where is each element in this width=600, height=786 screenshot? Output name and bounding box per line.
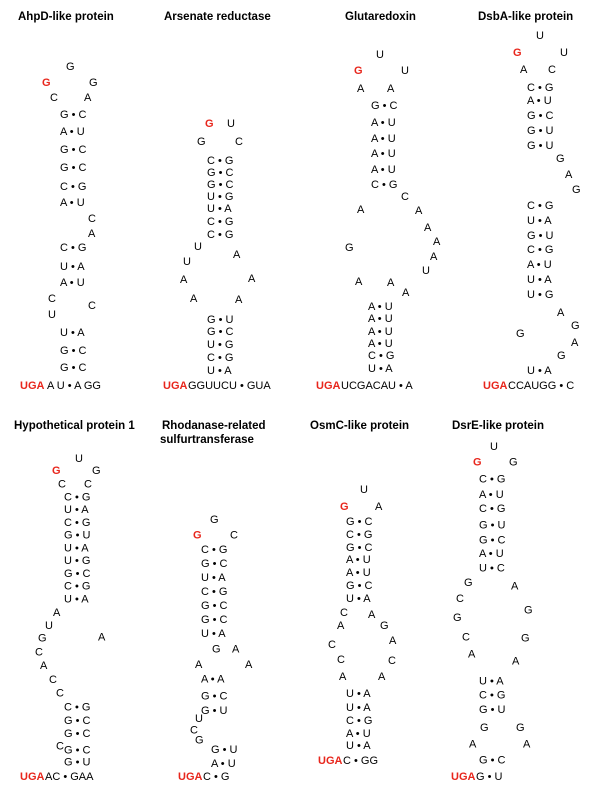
- nucleotide-label: A: [557, 307, 565, 319]
- nucleotide-label: A: [469, 738, 477, 751]
- nucleotide-label: G: [38, 632, 47, 645]
- nucleotide-label: A • U: [60, 197, 85, 209]
- nucleotide-label: C: [340, 607, 348, 619]
- nucleotide-label: A • U: [60, 277, 85, 289]
- nucleotide-label: U • A: [207, 365, 232, 377]
- nucleotide-label: G: [345, 242, 354, 254]
- panel-title-arsenate-reductase: Arsenate reductase: [164, 11, 271, 23]
- highlighted-nucleotide: UGA: [163, 380, 188, 392]
- nucleotide-label: A: [98, 631, 106, 644]
- nucleotide-label: A: [245, 658, 253, 671]
- nucleotide-label: A • U: [368, 313, 393, 325]
- nucleotide-label: G • C: [64, 744, 91, 757]
- nucleotide-label: A • U: [371, 164, 396, 176]
- nucleotide-label: A: [357, 83, 365, 95]
- nucleotide-label: G • C: [60, 109, 87, 121]
- nucleotide-label: A: [180, 274, 188, 286]
- nucleotide-label: G • U: [201, 705, 228, 718]
- structure-glutaredoxin: [316, 49, 441, 392]
- nucleotide-label: C • G: [64, 516, 91, 529]
- nucleotide-label: G: [509, 456, 518, 469]
- nucleotide-label: A • U: [479, 548, 504, 561]
- nucleotide-label: A • U: [60, 126, 85, 138]
- nucleotide-label: G • U: [476, 771, 503, 783]
- nucleotide-label: A: [339, 671, 347, 683]
- nucleotide-label: C: [190, 724, 198, 737]
- nucleotide-label: C • G: [527, 200, 554, 212]
- nucleotide-label: U: [195, 712, 203, 725]
- nucleotide-label: U • C: [479, 562, 505, 575]
- nucleotide-label: C • G: [207, 155, 234, 167]
- nucleotide-label: G • C: [207, 179, 234, 191]
- nucleotide-label: A • U: [527, 259, 552, 271]
- nucleotide-label: C • G: [201, 544, 228, 557]
- nucleotide-label: C: [230, 529, 238, 542]
- nucleotide-label: AC • GAA: [45, 771, 94, 783]
- nucleotide-label: G • U: [479, 519, 506, 532]
- nucleotide-label: C: [328, 639, 336, 651]
- nucleotide-label: C: [337, 654, 345, 666]
- nucleotide-label: U • A: [64, 593, 89, 606]
- nucleotide-label: U: [401, 65, 409, 77]
- structure-arsenate-reductase: [163, 118, 271, 392]
- nucleotide-label: A: [235, 294, 243, 306]
- nucleotide-label: C • G: [346, 715, 373, 727]
- nucleotide-label: G • C: [60, 362, 87, 374]
- structure-rhodanase: [178, 514, 253, 783]
- nucleotide-label: G • U: [527, 230, 554, 242]
- nucleotide-label: G • C: [201, 613, 228, 626]
- nucleotide-label: G • C: [60, 162, 87, 174]
- nucleotide-label: C • G: [479, 689, 506, 702]
- nucleotide-label: C: [235, 136, 243, 148]
- highlighted-nucleotide: UGA: [20, 771, 45, 783]
- nucleotide-label: U • A: [201, 572, 226, 585]
- highlighted-nucleotide: UGA: [316, 380, 341, 392]
- nucleotide-label: C: [401, 191, 409, 203]
- nucleotide-label: A • U: [211, 757, 236, 770]
- nucleotide-label: A: [84, 92, 92, 104]
- nucleotide-label: G • U: [479, 704, 506, 716]
- highlighted-nucleotide: UGA: [483, 380, 508, 392]
- nucleotide-label: G • U: [211, 743, 238, 756]
- nucleotide-label: A • U: [368, 338, 393, 350]
- nucleotide-label: U: [194, 241, 202, 253]
- nucleotide-label: A • A: [201, 673, 225, 686]
- nucleotide-label: G • C: [479, 534, 506, 547]
- nucleotide-label: G • C: [64, 567, 91, 580]
- nucleotide-label: G • C: [60, 345, 87, 357]
- nucleotide-label: A U • A GG: [47, 380, 101, 392]
- nucleotide-label: A: [248, 273, 256, 285]
- nucleotide-label: A: [415, 205, 423, 217]
- nucleotide-label: G • U: [527, 140, 554, 152]
- nucleotide-label: G: [210, 514, 219, 526]
- nucleotide-label: G: [516, 722, 525, 735]
- nucleotide-label: U • A: [527, 274, 552, 286]
- highlighted-nucleotide: G: [473, 456, 482, 469]
- nucleotide-label: G: [453, 612, 462, 625]
- nucleotide-label: C • G: [346, 529, 373, 541]
- nucleotide-label: A • U: [346, 728, 371, 740]
- nucleotide-label: G: [66, 61, 75, 73]
- panel-title-dsre: DsrE-like protein: [452, 420, 545, 432]
- nucleotide-label: U • A: [368, 363, 393, 375]
- nucleotide-label: A: [571, 337, 579, 349]
- nucleotide-label: U • A: [479, 675, 504, 688]
- nucleotide-label: U • A: [60, 261, 85, 273]
- structure-ahpd: [20, 61, 101, 392]
- nucleotide-label: GGUUCU • GUA: [188, 380, 271, 392]
- nucleotide-label: A: [337, 620, 345, 632]
- panel-title-rhodanase-line2: sulfurtransferase: [160, 434, 254, 446]
- nucleotide-label: G • C: [60, 144, 87, 156]
- nucleotide-label: A • U: [479, 488, 504, 501]
- highlighted-nucleotide: UGA: [318, 755, 343, 767]
- nucleotide-label: G • C: [64, 715, 91, 728]
- nucleotide-label: G • C: [346, 516, 373, 528]
- nucleotide-label: C • GG: [343, 755, 379, 767]
- nucleotide-label: UCGACAU • A: [341, 380, 413, 392]
- nucleotide-label: C • G: [479, 473, 506, 486]
- nucleotide-label: C • G: [207, 352, 234, 364]
- nucleotide-label: G • C: [479, 754, 506, 767]
- nucleotide-label: U • A: [346, 593, 371, 605]
- nucleotide-label: C: [88, 300, 96, 312]
- nucleotide-label: C • G: [60, 242, 87, 254]
- nucleotide-label: C: [456, 593, 464, 606]
- nucleotide-label: C • G: [368, 350, 395, 362]
- nucleotide-label: A: [512, 655, 520, 668]
- highlighted-nucleotide: G: [42, 77, 51, 89]
- nucleotide-label: A: [387, 277, 395, 289]
- nucleotide-label: C • G: [203, 771, 230, 783]
- nucleotide-label: C: [35, 646, 43, 659]
- nucleotide-label: G: [212, 643, 221, 656]
- nucleotide-label: A: [190, 293, 198, 305]
- panel-title-ahpd: AhpD-like protein: [18, 11, 114, 23]
- nucleotide-label: U • A: [346, 702, 371, 714]
- panel-title-osmc: OsmC-like protein: [310, 420, 410, 432]
- nucleotide-label: U: [560, 47, 568, 59]
- nucleotide-label: A: [523, 738, 531, 751]
- nucleotide-label: A: [433, 236, 441, 248]
- nucleotide-label: U • A: [60, 327, 85, 339]
- nucleotide-label: A: [565, 169, 573, 181]
- nucleotide-label: A: [468, 648, 476, 661]
- nucleotide-label: U • A: [527, 215, 552, 227]
- nucleotide-label: CCAUGG • C: [508, 380, 575, 392]
- nucleotide-label: G: [380, 620, 389, 632]
- nucleotide-label: U: [360, 484, 368, 496]
- nucleotide-label: A: [195, 658, 203, 671]
- nucleotide-label: C: [50, 92, 58, 104]
- nucleotide-label: C • G: [479, 503, 506, 516]
- nucleotide-label: G • U: [64, 756, 91, 769]
- nucleotide-label: C • G: [527, 82, 554, 94]
- nucleotide-label: G • C: [201, 558, 228, 571]
- nucleotide-label: G: [195, 734, 204, 747]
- nucleotide-label: C: [56, 740, 64, 753]
- nucleotide-label: U: [48, 309, 56, 321]
- nucleotide-label: G • C: [527, 110, 554, 122]
- nucleotide-label: U • A: [201, 627, 226, 640]
- nucleotide-label: A: [375, 501, 383, 513]
- nucleotide-label: A: [232, 643, 240, 656]
- nucleotide-label: C • G: [371, 179, 398, 191]
- nucleotide-label: G • C: [346, 542, 373, 554]
- panel-title-hypothetical-protein-1: Hypothetical protein 1: [14, 420, 135, 432]
- nucleotide-label: A: [389, 635, 397, 647]
- structure-dsre: [451, 441, 533, 783]
- nucleotide-label: A • U: [346, 567, 371, 579]
- nucleotide-label: A • U: [371, 148, 396, 160]
- nucleotide-label: C • G: [64, 701, 91, 714]
- nucleotide-label: C: [84, 478, 92, 491]
- nucleotide-label: A: [233, 249, 241, 261]
- nucleotide-label: A • U: [371, 133, 396, 145]
- highlighted-nucleotide: UGA: [178, 771, 203, 783]
- nucleotide-label: G: [464, 576, 473, 589]
- nucleotide-label: G • C: [207, 167, 234, 179]
- nucleotide-label: C • G: [201, 586, 228, 598]
- nucleotide-label: G • C: [207, 326, 234, 338]
- nucleotide-label: C • G: [64, 580, 91, 593]
- nucleotide-label: U • A: [207, 203, 232, 215]
- nucleotide-label: U • G: [207, 191, 234, 203]
- nucleotide-label: U • G: [64, 555, 91, 568]
- nucleotide-label: A: [424, 222, 432, 234]
- nucleotide-label: A: [402, 287, 410, 299]
- nucleotide-label: G • U: [527, 125, 554, 137]
- nucleotide-label: A: [378, 671, 386, 683]
- nucleotide-label: U: [490, 441, 498, 453]
- nucleotide-label: U • A: [346, 740, 371, 752]
- nucleotide-label: G • C: [371, 100, 398, 112]
- nucleotide-label: U: [183, 256, 191, 268]
- highlighted-nucleotide: G: [513, 47, 522, 59]
- nucleotide-label: A: [53, 607, 61, 620]
- nucleotide-label: A • U: [527, 95, 552, 107]
- nucleotide-label: A: [368, 609, 376, 621]
- nucleotide-label: G: [480, 722, 489, 735]
- panel-title-glutaredoxin: Glutaredoxin: [345, 11, 416, 23]
- nucleotide-label: G • C: [201, 690, 228, 703]
- nucleotide-label: A: [511, 580, 519, 593]
- highlighted-nucleotide: G: [193, 529, 202, 542]
- nucleotide-label: G: [89, 77, 98, 89]
- nucleotide-label: U • A: [527, 365, 552, 377]
- nucleotide-label: C: [548, 64, 556, 76]
- nucleotide-label: G • C: [201, 599, 228, 612]
- nucleotide-label: U: [536, 30, 544, 42]
- nucleotide-label: U • G: [527, 289, 554, 301]
- highlighted-nucleotide: G: [52, 464, 61, 477]
- structure-hypothetical-protein-1: [20, 453, 106, 783]
- panel-title-rhodanase-line1: Rhodanase-related: [162, 420, 266, 432]
- nucleotide-label: C: [388, 655, 396, 667]
- nucleotide-label: G: [516, 328, 525, 340]
- nucleotide-label: C: [49, 673, 57, 686]
- nucleotide-label: C • G: [527, 244, 554, 256]
- nucleotide-label: C • G: [64, 491, 91, 504]
- highlighted-nucleotide: G: [354, 65, 363, 77]
- nucleotide-label: A: [387, 83, 395, 95]
- nucleotide-label: G: [92, 464, 101, 477]
- nucleotide-label: C • G: [60, 181, 87, 193]
- structure-dsba: [483, 30, 581, 392]
- nucleotide-label: C • G: [207, 216, 234, 228]
- nucleotide-label: A: [520, 64, 528, 76]
- nucleotide-label: C • G: [207, 229, 234, 241]
- highlighted-nucleotide: G: [340, 501, 349, 513]
- nucleotide-label: A: [40, 660, 48, 673]
- nucleotide-label: G: [524, 604, 533, 617]
- nucleotide-label: A • U: [368, 301, 393, 313]
- nucleotide-label: U • G: [207, 339, 234, 351]
- nucleotide-label: G: [572, 184, 581, 196]
- nucleotide-label: C: [88, 213, 96, 225]
- nucleotide-label: U • A: [346, 688, 371, 700]
- nucleotide-label: A: [357, 204, 365, 216]
- nucleotide-label: A: [355, 276, 363, 288]
- nucleotide-label: U: [75, 453, 83, 465]
- highlighted-nucleotide: UGA: [451, 771, 476, 783]
- nucleotide-label: A: [430, 251, 438, 263]
- nucleotide-label: G • C: [64, 727, 91, 740]
- nucleotide-label: G • U: [207, 314, 234, 326]
- nucleotide-label: A • U: [346, 554, 371, 566]
- nucleotide-label: G: [521, 632, 530, 645]
- nucleotide-label: G • C: [346, 580, 373, 592]
- nucleotide-label: A • U: [371, 117, 396, 129]
- structure-osmc: [318, 484, 397, 767]
- panel-title-dsba: DsbA-like protein: [478, 11, 574, 23]
- nucleotide-label: U • A: [64, 504, 89, 516]
- nucleotide-label: C: [48, 293, 56, 305]
- nucleotide-label: G: [557, 350, 566, 362]
- highlighted-nucleotide: UGA: [20, 380, 45, 392]
- nucleotide-label: U: [45, 619, 53, 632]
- nucleotide-label: U: [227, 118, 235, 130]
- nucleotide-label: U: [422, 265, 430, 277]
- nucleotide-label: C: [462, 631, 470, 644]
- highlighted-nucleotide: G: [205, 118, 214, 130]
- nucleotide-label: C: [56, 687, 64, 700]
- nucleotide-label: G: [197, 136, 206, 148]
- nucleotide-label: G: [556, 153, 565, 165]
- nucleotide-label: C: [58, 478, 66, 491]
- nucleotide-label: U • A: [64, 542, 89, 555]
- nucleotide-label: A: [88, 228, 96, 240]
- nucleotide-label: G: [571, 320, 580, 332]
- nucleotide-label: G • U: [64, 529, 91, 542]
- nucleotide-label: A • U: [368, 326, 393, 338]
- nucleotide-label: U: [376, 49, 384, 61]
